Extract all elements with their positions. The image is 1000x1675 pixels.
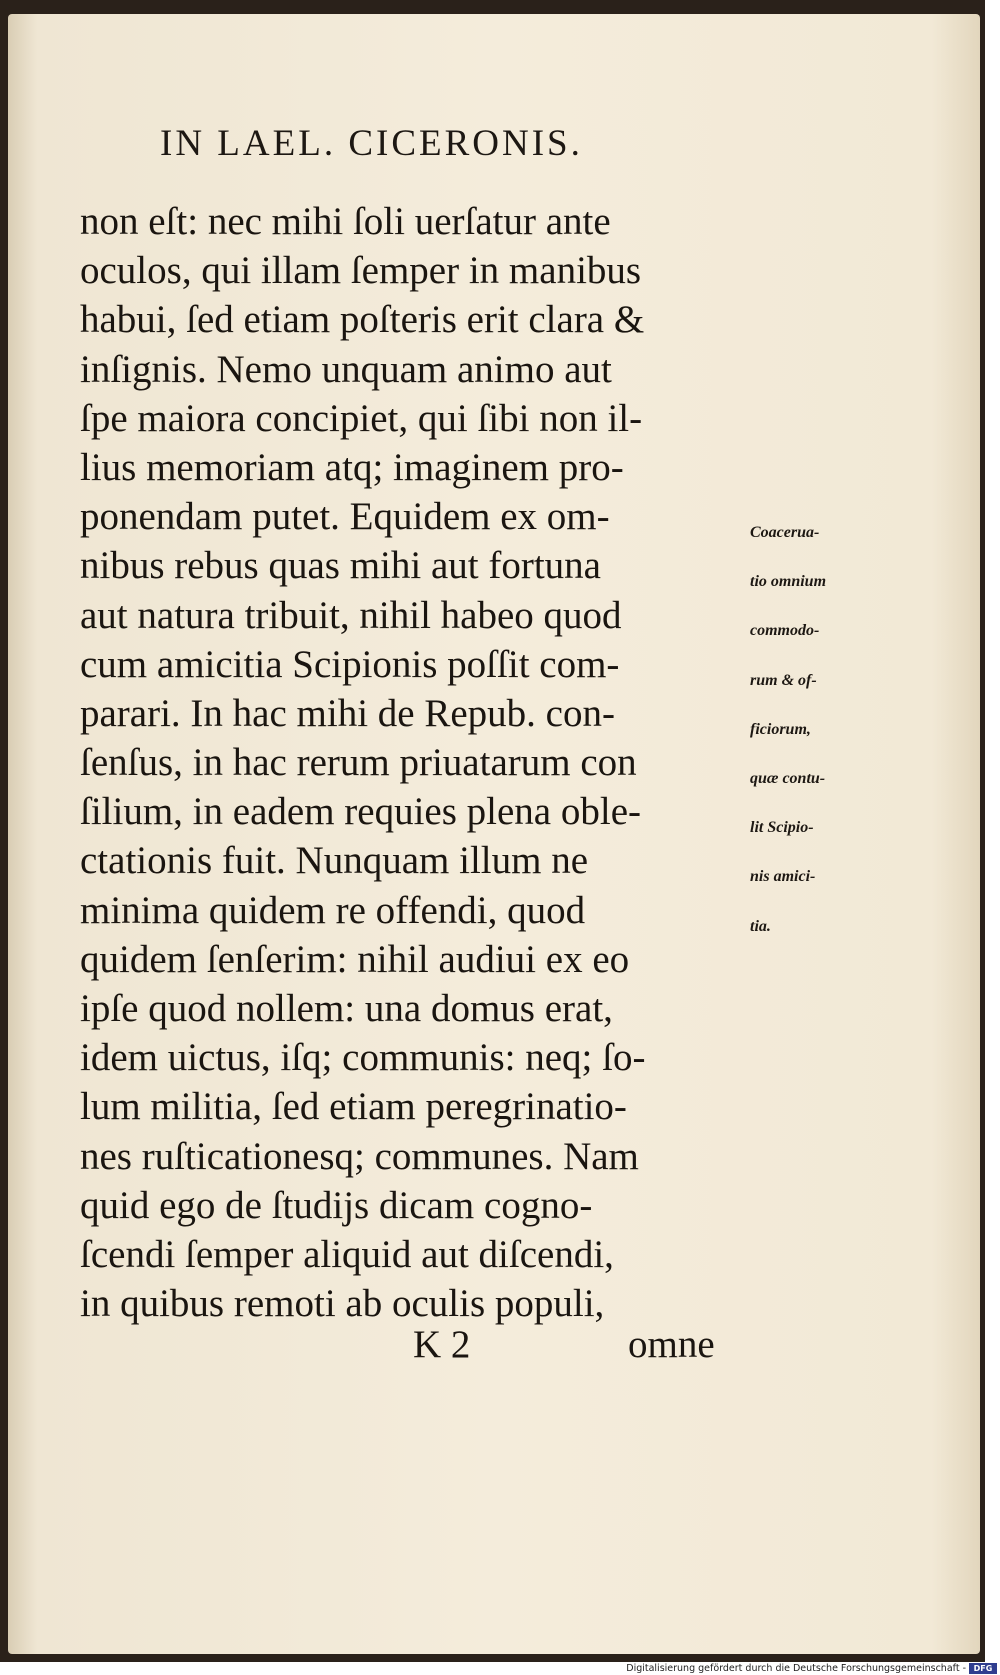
text-line: non eſt: nec mihi ſoli uerſatur ante	[80, 200, 611, 243]
page-footer	[8, 1320, 748, 1369]
text-line: in quibus remoti ab oculis populi,	[80, 1282, 605, 1326]
text-line: quid ego de ſtudijs dicam cogno-	[80, 1183, 593, 1227]
text-line: parari. In hac mihi de Repub. con-	[80, 691, 615, 735]
text-line: quidem ſenſerim: nihil audiui ex eo	[80, 937, 630, 981]
marginal-note-line: commodo-	[750, 622, 820, 640]
text-line: lius memoriam atq; imaginem pro-	[80, 445, 624, 489]
text-line: ipſe quod nollem: una domus erat,	[80, 987, 613, 1030]
text-line: ſilium, in eadem requies plena oble-	[80, 790, 641, 834]
marginal-note-line: lit Scipio-	[750, 819, 814, 837]
text-line: oculos, qui illam ſemper in manibus	[80, 249, 642, 293]
text-line: nes ruſticationesq; communes. Nam	[80, 1134, 639, 1178]
text-line: cum amicitia Scipionis poſſit com-	[80, 642, 620, 686]
marginal-note-line: quæ contu-	[750, 769, 826, 787]
marginal-note-line: ficiorum,	[750, 720, 811, 738]
marginal-note-line: tio omnium	[750, 573, 827, 591]
dfg-logo-badge: DFG	[969, 1663, 997, 1674]
digitization-credit-text: Digitalisierung gefördert durch die Deutsche Forschungsgemeinschaft -	[626, 1663, 966, 1674]
text-line: habui, ſed etiam poſteris erit clara &	[80, 298, 645, 342]
book-page	[8, 14, 980, 1654]
text-line: ſcendi ſemper aliquid aut diſcendi,	[80, 1232, 614, 1276]
text-line: ctationis fuit. Nunquam illum ne	[80, 839, 589, 883]
text-line: lum militia, ſed etiam peregrinatio-	[80, 1085, 627, 1129]
text-line: ſenſus, in hac rerum priuatarum con	[80, 741, 637, 785]
text-line: idem uictus, iſq; communis: neq; ſo-	[80, 1036, 646, 1080]
catchword: omne	[628, 1323, 715, 1366]
text-line: ponendam putet. Equidem ex om-	[80, 495, 610, 539]
marginal-note-line: Coaceruа-	[750, 524, 820, 541]
body-text	[80, 197, 740, 1328]
running-title: IN LAEL. CICERONIS.	[160, 123, 583, 164]
text-line: nibus rebus quas mihi aut fortuna	[80, 544, 601, 588]
marginal-note-line: nis amici-	[750, 868, 816, 886]
signature-mark: K 2	[413, 1323, 471, 1366]
marginal-note-line: tia.	[750, 917, 771, 935]
marginal-note-line: rum & of-	[750, 671, 817, 689]
text-line: minima quidem re offendi, quod	[80, 888, 586, 932]
text-line: aut natura tribuit, nihil habeo quod	[80, 593, 622, 637]
marginal-note	[750, 508, 920, 951]
text-line: inſignis. Nemo unquam animo aut	[80, 347, 612, 391]
digitization-credit-bar	[0, 1662, 1000, 1675]
text-line: ſpe maiora concipiet, qui ſibi non il-	[80, 396, 643, 440]
